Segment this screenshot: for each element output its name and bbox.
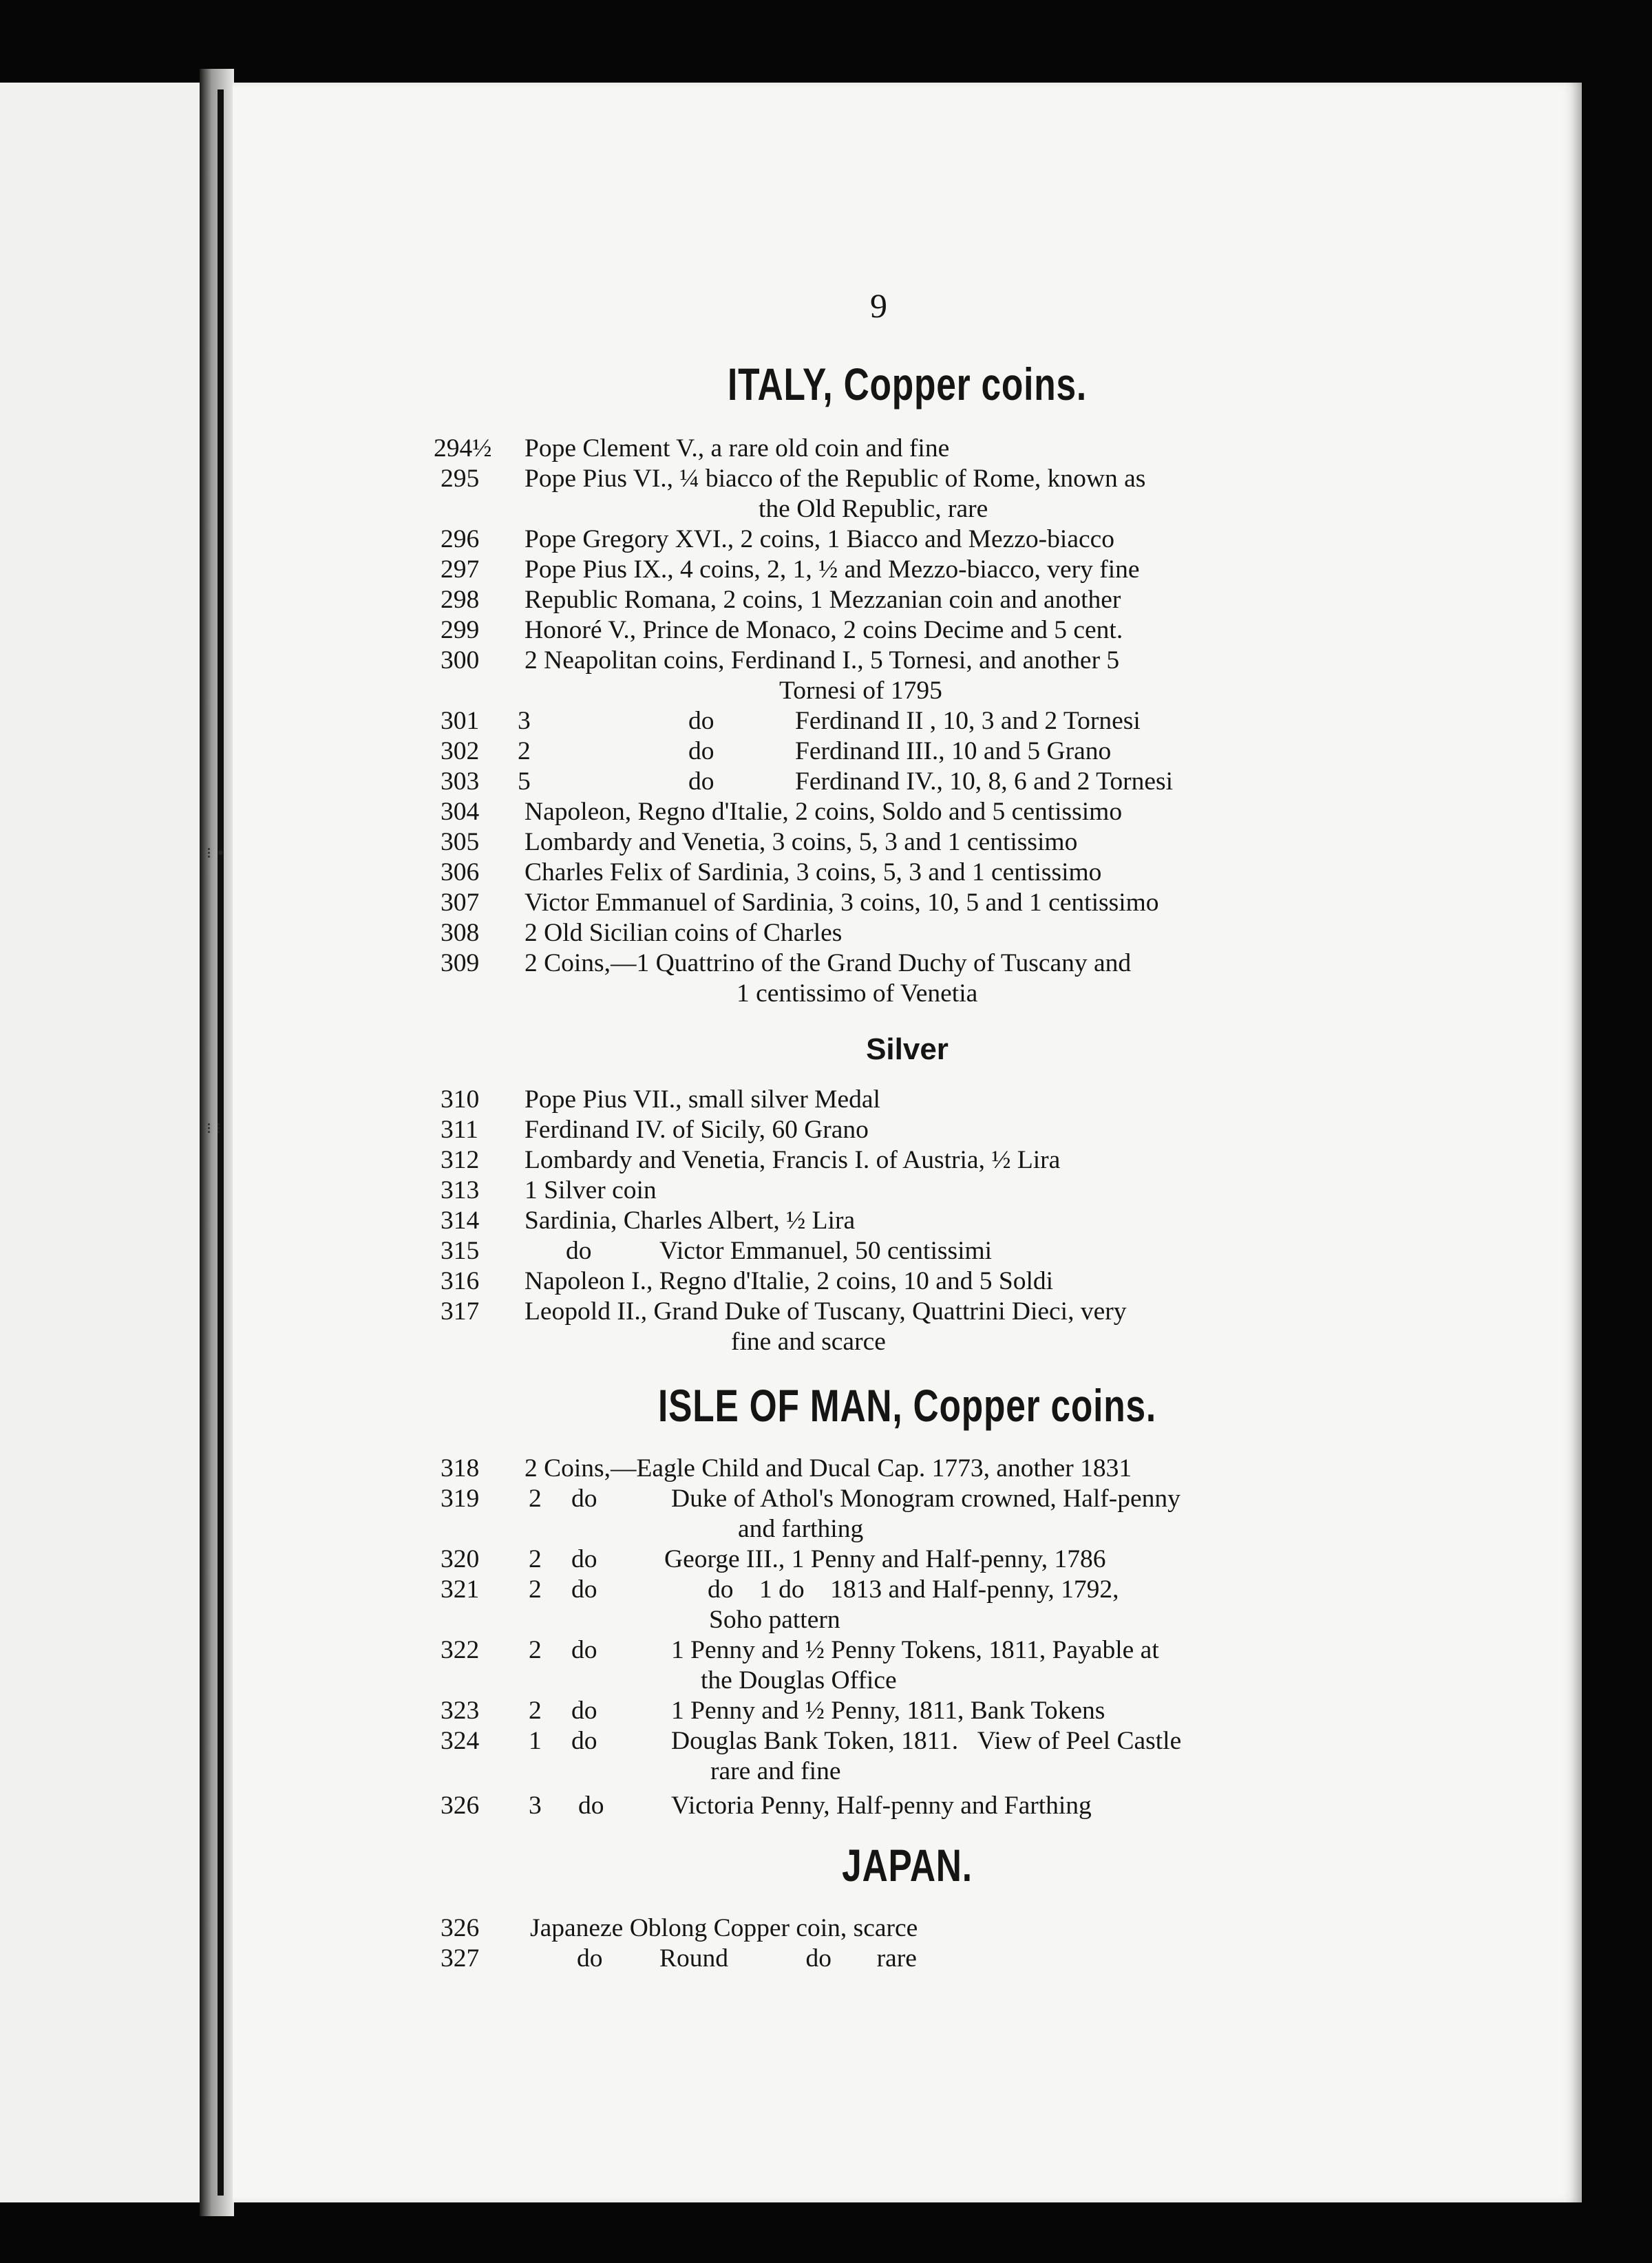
lot-number: 307	[441, 889, 480, 917]
lot-description: Lombardy and Venetia, Francis I. of Austria, ½ Lira	[525, 1146, 1061, 1174]
lot-number: 299	[441, 616, 480, 644]
lot-number: 326	[441, 1792, 480, 1820]
lot-number: 306	[441, 858, 480, 886]
lot-number: 326	[441, 1914, 480, 1942]
lot-quantity: 2	[529, 1485, 542, 1513]
lot-description: Ferdinand IV., 10, 8, 6 and 2 Tornesi	[795, 767, 1174, 796]
lot-quantity: 2	[529, 1636, 542, 1664]
lot-description: Victoria Penny, Half-penny and Farthing	[671, 1792, 1092, 1820]
lot-number: 324	[441, 1727, 480, 1755]
lot-description: Pope Pius VII., small silver Medal	[525, 1085, 880, 1114]
lot-quantity: 2	[529, 1697, 542, 1725]
lot-321-continuation: Soho pattern	[709, 1606, 840, 1634]
ditto-mark: do	[571, 1636, 597, 1664]
lot-description: 1 Penny and ½ Penny, 1811, Bank Tokens	[671, 1697, 1105, 1725]
lot-description: Honoré V., Prince de Monaco, 2 coins Decime and 5 cent.	[525, 616, 1123, 644]
lot-description: 2 Old Sicilian coins of Charles	[525, 919, 843, 947]
lot-description: Pope Pius VI., ¼ biacco of the Republic of Rome, known as	[525, 465, 1146, 493]
ditto-mark: do	[571, 1697, 597, 1725]
lot-number: 317	[441, 1297, 480, 1326]
ditto-mark: do	[688, 737, 714, 765]
ditto-mark: do	[688, 767, 714, 796]
lot-description: Napoleon I., Regno d'Italie, 2 coins, 10 and 5 Soldi	[525, 1267, 1054, 1295]
lot-number: 295	[441, 465, 480, 493]
lot-description: Duke of Athol's Monogram crowned, Half-penny	[671, 1485, 1180, 1513]
lot-number: 315	[441, 1237, 480, 1265]
section-heading-silver: Silver	[866, 1032, 949, 1066]
lot-quantity: 3	[529, 1792, 542, 1820]
lot-number: 320	[441, 1545, 480, 1573]
stitch-mark: ⁝ ⁝	[206, 1120, 221, 1138]
lot-description: Napoleon, Regno d'Italie, 2 coins, Soldo and 5 centissimo	[525, 798, 1123, 826]
lot-quantity: 1	[529, 1727, 542, 1755]
lot-number: 310	[441, 1085, 480, 1114]
lot-number: 314	[441, 1207, 480, 1235]
lot-description: Leopold II., Grand Duke of Tuscany, Quattrini Dieci, very	[525, 1297, 1127, 1326]
lot-295-continuation: the Old Republic, rare	[759, 495, 988, 523]
lot-description: Republic Romana, 2 coins, 1 Mezzanian coin and another	[525, 586, 1121, 614]
lot-number: 303	[441, 767, 480, 796]
page-number: 9	[870, 286, 887, 325]
lot-number: 323	[441, 1697, 480, 1725]
lot-description: Pope Pius IX., 4 coins, 2, 1, ½ and Mezzo-biacco, very fine	[525, 555, 1140, 584]
lot-quantity: 5	[518, 767, 531, 796]
lot-description: Ferdinand III., 10 and 5 Grano	[795, 737, 1112, 765]
lot-number: 308	[441, 919, 480, 947]
lot-number: 298	[441, 586, 480, 614]
ditto-mark: do	[688, 707, 714, 735]
lot-317-continuation: fine and scarce	[731, 1328, 886, 1356]
lot-number: 304	[441, 798, 480, 826]
lot-322-continuation: the Douglas Office	[701, 1666, 897, 1694]
ditto-mark: do	[566, 1237, 592, 1265]
lot-quantity: 2	[529, 1545, 542, 1573]
lot-number: 309	[441, 949, 480, 977]
lot-number: 294½	[434, 434, 492, 463]
lot-description: Ferdinand IV. of Sicily, 60 Grano	[525, 1116, 869, 1144]
lot-number: 297	[441, 555, 480, 584]
lot-309-continuation: 1 centissimo of Venetia	[737, 979, 978, 1008]
lot-number: 313	[441, 1176, 480, 1204]
lot-description: George III., 1 Penny and Half-penny, 1786	[664, 1545, 1106, 1573]
lot-number: 316	[441, 1267, 480, 1295]
ditto-mark: do	[577, 1944, 603, 1973]
lot-description: Japaneze Oblong Copper coin, scarce	[530, 1914, 918, 1942]
lot-description: Pope Clement V., a rare old coin and fine	[525, 434, 950, 463]
lot-description: 2 Neapolitan coins, Ferdinand I., 5 Tornesi, and another 5	[525, 646, 1120, 674]
lot-number: 305	[441, 828, 480, 856]
lot-description: 2 Coins,—Eagle Child and Ducal Cap. 1773, another 1831	[525, 1454, 1132, 1483]
lot-number: 319	[441, 1485, 480, 1513]
lot-description: Round do rare	[659, 1944, 917, 1973]
section-heading-isle-of-man: ISLE OF MAN, Copper coins.	[658, 1380, 1156, 1431]
lot-number: 311	[441, 1116, 478, 1144]
section-heading-japan: JAPAN.	[842, 1840, 973, 1891]
lot-description: Ferdinand II , 10, 3 and 2 Tornesi	[795, 707, 1141, 735]
lot-description: do 1 do 1813 and Half-penny, 1792,	[708, 1575, 1119, 1604]
lot-number: 321	[441, 1575, 480, 1604]
lot-quantity: 2	[518, 737, 531, 765]
lot-description: Pope Gregory XVI., 2 coins, 1 Biacco and Mezzo-biacco	[525, 525, 1115, 553]
spine-line	[218, 89, 224, 2196]
ditto-mark: do	[571, 1545, 597, 1573]
lot-description: Lombardy and Venetia, 3 coins, 5, 3 and 1 centissimo	[525, 828, 1078, 856]
lot-324-continuation: rare and fine	[710, 1757, 841, 1785]
stitch-mark: ⁝ •	[206, 845, 225, 862]
lot-description: 1 Penny and ½ Penny Tokens, 1811, Payable at	[671, 1636, 1159, 1664]
lot-description: Victor Emmanuel of Sardinia, 3 coins, 10, 5 and 1 centissimo	[525, 889, 1159, 917]
lot-description: Victor Emmanuel, 50 centissimi	[659, 1237, 993, 1265]
lot-319-continuation: and farthing	[738, 1515, 864, 1543]
ditto-mark: do	[571, 1575, 597, 1604]
lot-description: 2 Coins,—1 Quattrino of the Grand Duchy of Tuscany and	[525, 949, 1132, 977]
lot-quantity: 3	[518, 707, 531, 735]
section-heading-italy: ITALY, Copper coins.	[728, 359, 1087, 410]
lot-description: Douglas Bank Token, 1811. View of Peel Castle	[671, 1727, 1182, 1755]
lot-300-continuation: Tornesi of 1795	[779, 677, 942, 705]
lot-description: Sardinia, Charles Albert, ½ Lira	[525, 1207, 856, 1235]
lot-number: 318	[441, 1454, 480, 1483]
lot-number: 322	[441, 1636, 480, 1664]
lot-description: Charles Felix of Sardinia, 3 coins, 5, 3 and 1 centissimo	[525, 858, 1102, 886]
facing-page-edge	[0, 83, 200, 2202]
ditto-mark: do	[578, 1792, 604, 1820]
lot-number: 312	[441, 1146, 480, 1174]
lot-quantity: 2	[529, 1575, 542, 1604]
ditto-mark: do	[571, 1727, 597, 1755]
ditto-mark: do	[571, 1485, 597, 1513]
lot-number: 300	[441, 646, 480, 674]
lot-number: 327	[441, 1944, 480, 1973]
lot-number: 301	[441, 707, 480, 735]
lot-number: 302	[441, 737, 480, 765]
book-gutter	[200, 69, 234, 2216]
lot-description: 1 Silver coin	[525, 1176, 657, 1204]
lot-number: 296	[441, 525, 480, 553]
